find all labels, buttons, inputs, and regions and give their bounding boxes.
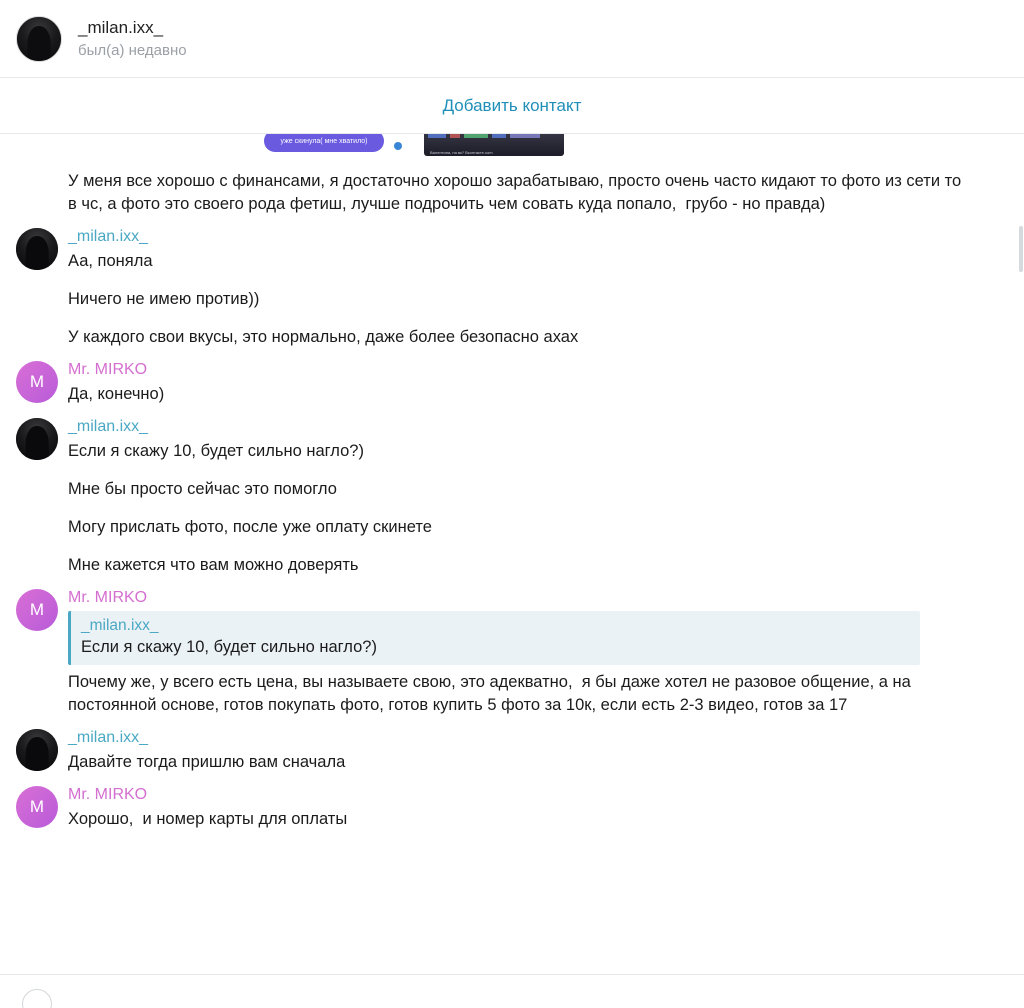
message-group [16,359,1008,406]
avatar[interactable]: M [16,786,58,828]
message-body [68,784,1008,831]
message-author[interactable]: Mr. MIRKO [68,361,148,378]
message-text: Если я скажу 10, будет сильно нагло?) [68,442,364,460]
message-author[interactable]: Mr. MIRKO [68,786,148,803]
avatar[interactable] [16,729,58,771]
message-body [68,587,1008,717]
avatar[interactable] [16,418,58,460]
message-body [68,416,1008,577]
message-text: Мне кажется что вам можно доверять [68,556,359,574]
message-group [16,727,1008,774]
message-group [16,587,1008,717]
avatar[interactable]: M [16,361,58,403]
message-avatar-column [16,226,68,270]
message-body [68,359,1008,406]
clipped-voice-bubble: уже скинула( мне хватило) [264,134,384,152]
clipped-media-row [84,134,1008,170]
message-text: Ничего не имею против)) [68,290,260,308]
message-author[interactable]: Mr. MIRKO [68,589,148,606]
message-avatar-column [16,727,68,771]
avatar[interactable] [16,228,58,270]
add-contact-button[interactable]: Добавить контакт [442,95,582,115]
clipped-photo-thumbnail[interactable] [424,134,564,156]
conversation-header [0,0,1024,78]
message-author[interactable]: _milan.ixx_ [68,228,149,245]
message-text: Аа, поняла [68,252,153,270]
message-avatar-column [16,587,68,631]
contact-name: _milan.ixx_ [78,17,164,37]
message-text: Мне бы просто сейчас это помогло [68,480,337,498]
message-text: Хорошо, и номер карты для оплаты [68,810,348,828]
message-group [16,784,1008,831]
scrollbar-thumb[interactable] [1019,226,1023,272]
message-body [68,727,1008,774]
composer-bar [0,974,1024,1008]
message-avatar-column [16,416,68,460]
contact-avatar[interactable] [16,16,62,62]
avatar[interactable]: M [16,589,58,631]
quoted-message[interactable] [68,611,920,665]
message-list[interactable] [0,134,1024,974]
message-text: У каждого свои вкусы, это нормально, даже более безопасно ахах [68,328,579,346]
message-author[interactable]: _milan.ixx_ [68,729,149,746]
quoted-text: Если я скажу 10, будет сильно нагло?) [81,638,377,656]
add-contact-bar[interactable] [0,78,1024,134]
message-text: Да, конечно) [68,385,165,403]
message-group [16,226,1008,349]
message-body [68,226,1008,349]
header-texts [78,17,187,61]
message-avatar-column [16,784,68,828]
message-text: У меня все хорошо с финансами, я достаточно хорошо зарабатываю, просто очень часто кидают то фото из сети то в чс, а фото это своего рода фетиш, лучше подрочить чем совать куда попало, грубо - но правда) [68,172,966,213]
message-author[interactable]: _milan.ixx_ [68,418,149,435]
message-group [16,416,1008,577]
quoted-author: _milan.ixx_ [81,617,159,634]
message-text: Почему же, у всего есть цена, вы называете свою, это адекватно, я бы даже хотел не разовое общение, а на постоянной основе, готов покупать фото, готов купить 5 фото за 10к, если есть 2-3 видео, готов за 17 [68,673,916,714]
attach-icon[interactable] [22,989,52,1008]
clipped-photo-caption: Валентина, на вк? Вконтакте.com [430,150,493,155]
message-text: Давайте тогда пришлю вам сначала [68,753,346,771]
clipped-status-dot [394,142,402,150]
message-avatar-column [16,359,68,403]
message-text: Могу прислать фото, после уже оплату скинете [68,518,432,536]
contact-status: был(а) недавно [78,41,187,59]
message-group-continuation [68,170,1008,216]
